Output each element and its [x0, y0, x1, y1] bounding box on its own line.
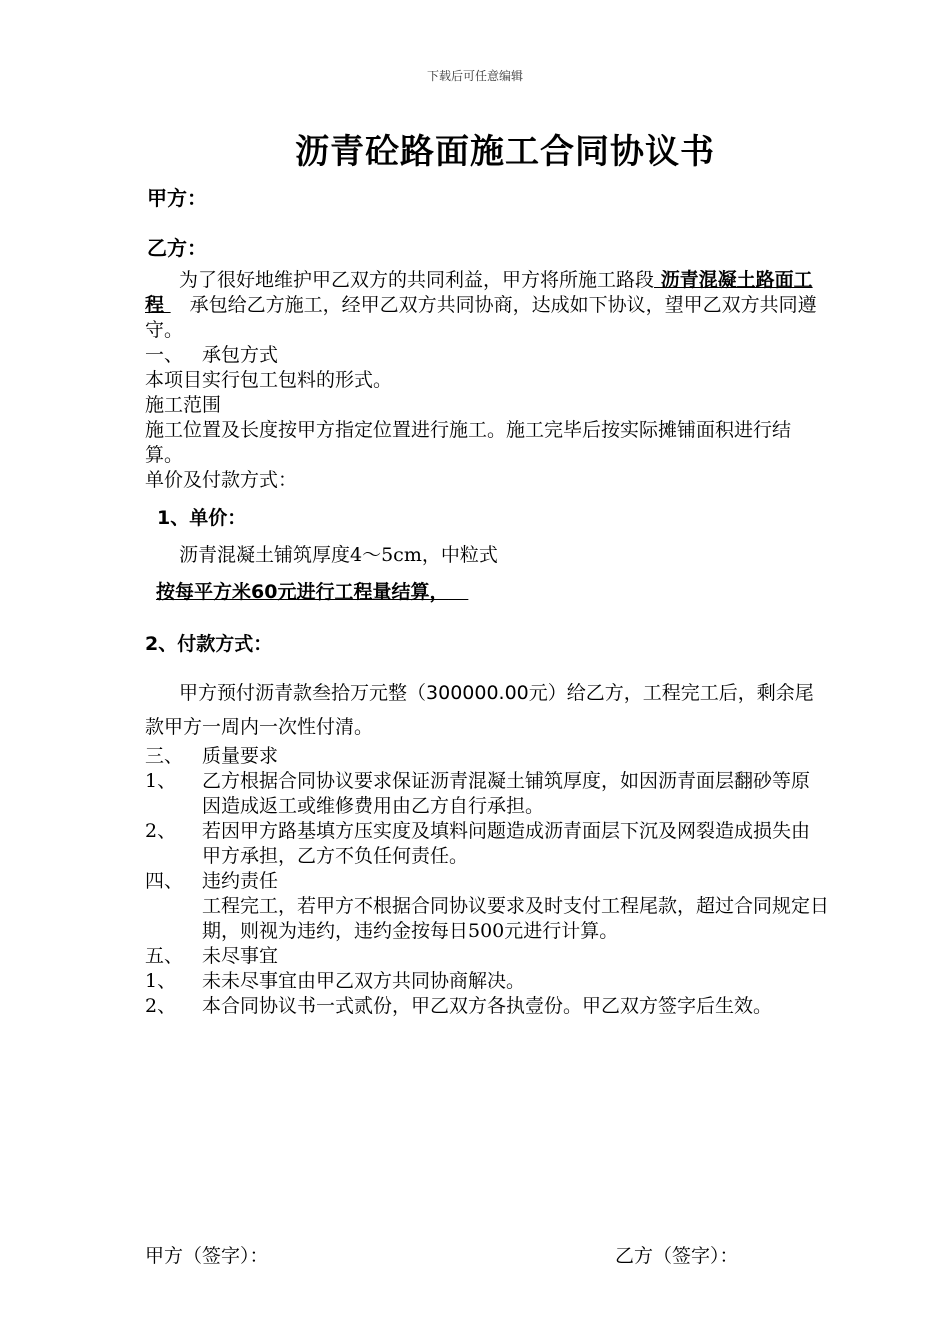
section-body: 工程完工，若甲方不根据合同协议要求及时支付工程尾款，超过合同规定日期，则视为违约，违约金按每日500元进行计算。 [202, 895, 830, 942]
section-body: 本项目实行包工包料的形式。 [145, 369, 393, 391]
section-heading: 三、 质量要求 [145, 744, 817, 769]
document-title: 沥青砼路面施工合同协议书 [295, 132, 715, 172]
party-a-label: 甲方： [147, 186, 207, 210]
contract-body [145, 268, 830, 1019]
section-heading: 四、 违约责任 [145, 869, 817, 894]
unit-price-value: 60 [251, 581, 278, 603]
intro-text: 为了很好地维护甲乙双方的共同利益，甲方将所施工路段 [179, 269, 655, 291]
section-title: 违约责任 [202, 870, 279, 892]
section-title: 承包方式 [202, 344, 279, 366]
list-item: 2、 若因甲方路基填方压实度及填料问题造成沥青面层下沉及网裂造成损失由甲方承担，乙方不负任何责任。 [145, 820, 811, 867]
intro-text-cont: 承包给乙方施工，经甲乙双方共同协商，达成如下协议，望甲乙双方共同遵守。 [145, 294, 817, 341]
unit-price-heading: 1、单价： [157, 507, 247, 529]
list-item: 1、 乙方根据合同协议要求保证沥青混凝土铺筑厚度，如因沥青面层翻砂等原因造成返工或维修费用由乙方自行承担。 [145, 770, 811, 817]
section-title: 单价及付款方式： [145, 469, 298, 491]
party-a-signature: 甲方（签字）： [145, 1245, 269, 1267]
unit-price-rule: 按每平方米60元进行工程量结算， [156, 581, 449, 603]
list-item: 2、 本合同协议书一式贰份，甲乙双方各执壹份。甲乙双方签字后生效。 [145, 995, 773, 1017]
payment-terms: 甲方预付沥青款叁拾万元整（300000.00元）给乙方，工程完工后，剩余尾款甲方一周内一次性付清。 [145, 682, 814, 738]
section-title: 未尽事宜 [202, 945, 279, 967]
payment-amount: 300000.00 [426, 682, 529, 704]
header-note: 下载后可任意编辑 [426, 69, 523, 83]
list-item: 1、 未未尽事宜由甲乙双方共同协商解决。 [145, 970, 526, 992]
payment-heading: 2、付款方式： [145, 633, 273, 655]
intro-paragraph [145, 268, 817, 343]
section-title: 施工范围 [145, 394, 222, 416]
section-heading [145, 343, 817, 368]
section-title: 质量要求 [202, 745, 279, 767]
section-heading: 五、 未尽事宜 [145, 944, 817, 969]
unit-price-description: 沥青混凝土铺筑厚度4～5cm，中粒式 [179, 544, 498, 566]
project-name: 沥青混凝土路面工程 [145, 269, 813, 316]
section-number: 一、 [145, 344, 184, 366]
party-b-label: 乙方： [147, 236, 207, 260]
party-b-signature: 乙方（签字）： [615, 1245, 739, 1267]
section-body: 施工位置及长度按甲方指定位置进行施工。施工完毕后按实际摊铺面积进行结算。 [145, 419, 792, 466]
